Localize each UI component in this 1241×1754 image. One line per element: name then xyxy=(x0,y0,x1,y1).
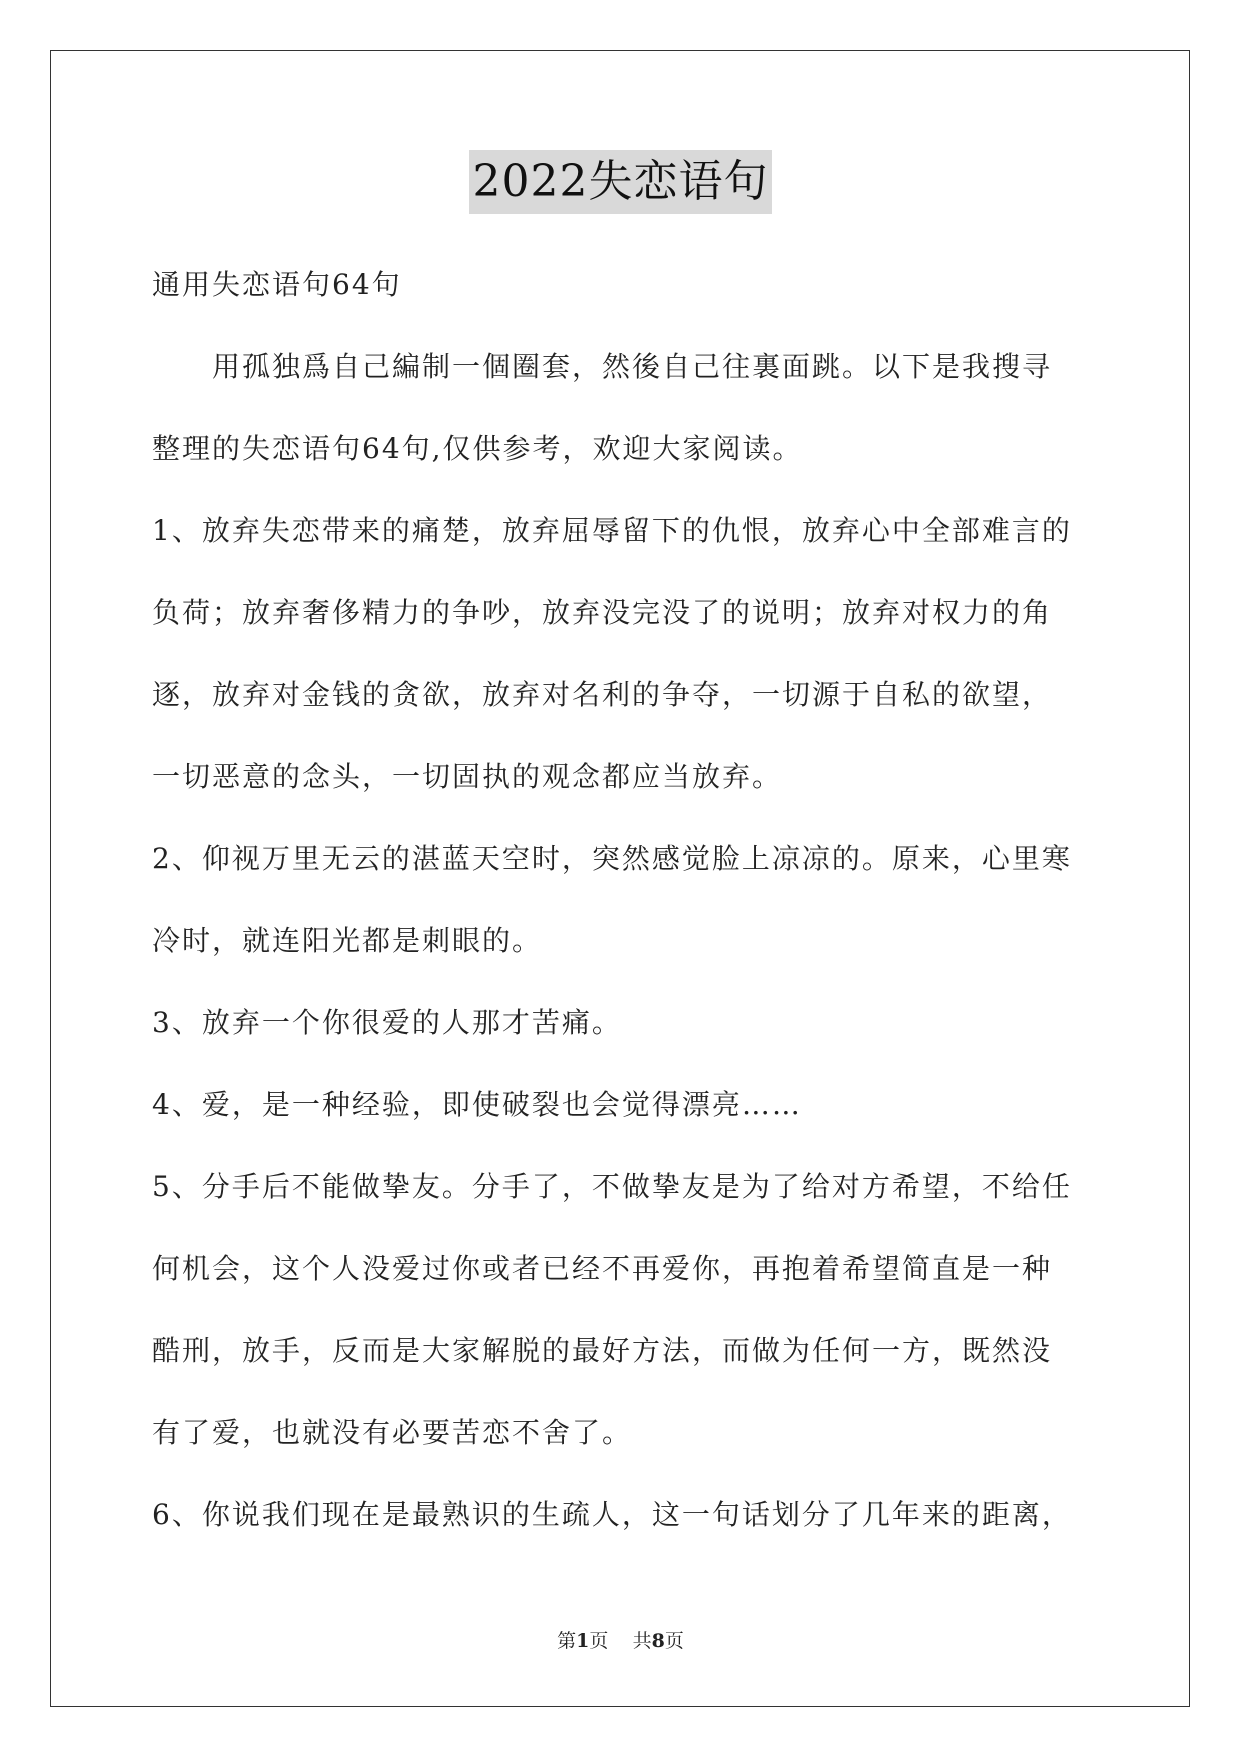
text-line: 一切恶意的念头，一切固执的观念都应当放弃。 xyxy=(152,760,783,793)
current-page-number: 1 xyxy=(576,1630,590,1652)
text-line: 6、你说我们现在是最熟识的生疏人，这一句话划分了几年来的距离， xyxy=(152,1498,1072,1531)
text-line: 逐，放弃对金钱的贪欲，放弃对名利的争夺，一切源于自私的欲望， xyxy=(152,678,1053,711)
text-line: 4、爱，是一种经验，即使破裂也会觉得漂亮…… xyxy=(152,1088,802,1121)
text-line: 整理的失恋语句64句,仅供参考，欢迎大家阅读。 xyxy=(152,432,803,465)
total-prefix: 共 xyxy=(632,1630,652,1652)
text-line: 用孤独爲自己編制一個圈套，然後自己往裏面跳。以下是我搜寻 xyxy=(152,350,1053,383)
page-prefix: 第 xyxy=(557,1630,577,1652)
text-line: 3、放弃一个你很爱的人那才苦痛。 xyxy=(152,1006,622,1039)
document-body xyxy=(152,255,1092,1567)
text-line: 2、仰视万里无云的湛蓝天空时，突然感觉脸上凉凉的。原来，心里寒 xyxy=(152,842,1072,875)
text-line: 酷刑，放手，反而是大家解脱的最好方法，而做为任何一方，既然没 xyxy=(152,1334,1053,1367)
text-line: 有了爱，也就没有必要苦恋不舍了。 xyxy=(152,1416,633,1449)
text-line: 1、放弃失恋带来的痛楚，放弃屈辱留下的仇恨，放弃心中全部难言的 xyxy=(152,514,1072,547)
page-suffix: 页 xyxy=(589,1630,609,1652)
text-line: 通用失恋语句64句 xyxy=(152,268,402,301)
page-footer xyxy=(0,1626,1241,1653)
text-line: 5、分手后不能做挚友。分手了，不做挚友是为了给对方希望，不给任 xyxy=(152,1170,1072,1203)
text-line: 冷时，就连阳光都是刺眼的。 xyxy=(152,924,543,957)
text-line: 何机会，这个人没爱过你或者已经不再爱你，再抱着希望简直是一种 xyxy=(152,1252,1053,1285)
document-title: 2022失恋语句 xyxy=(469,150,773,214)
text-line: 负荷；放弃奢侈精力的争吵，放弃没完没了的说明；放弃对权力的角 xyxy=(152,596,1053,629)
title-container xyxy=(0,150,1241,214)
total-suffix: 页 xyxy=(664,1630,684,1652)
total-pages-number: 8 xyxy=(651,1630,665,1652)
